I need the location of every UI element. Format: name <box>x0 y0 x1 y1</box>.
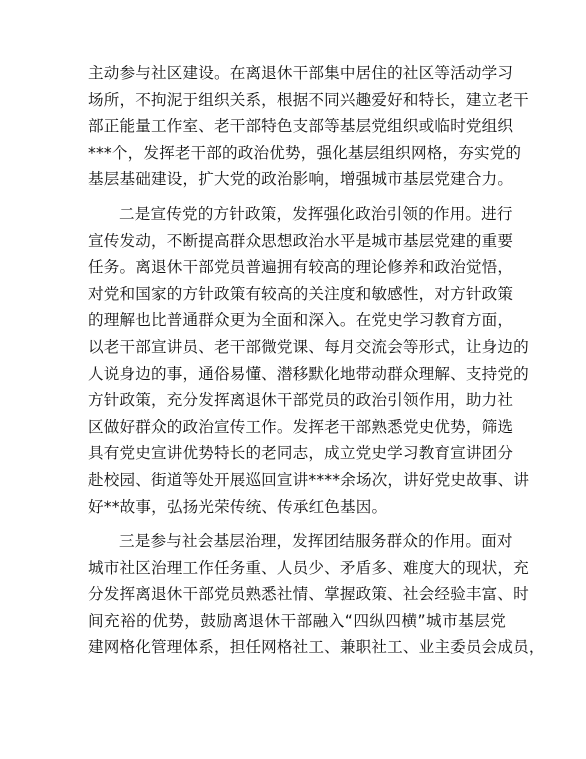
text-line: 对党和国家的方针政策有较高的关注度和敏感性，对方针政策 <box>88 284 514 303</box>
text-line: 好**故事，弘扬光荣传统、传承红色基因。 <box>88 497 388 516</box>
text-line: ***个，发挥老干部的政治优势，强化基层组织网格，夯实党的 <box>88 143 522 162</box>
text-line: 城市社区治理工作任务重、人员少、矛盾多、难度大的现状，充 <box>88 558 529 577</box>
paragraph-3 <box>88 528 545 661</box>
text-line: 赴校园、街道等处开展巡回宣讲****余场次，讲好党史故事、讲 <box>88 470 530 489</box>
text-line: 二是宣传党的方针政策，发挥强化政治引领的作用。进行 <box>119 204 513 223</box>
text-line: 宣传发动，不断提高群众思想政治水平是城市基层党建的重要 <box>88 231 514 250</box>
text-line: 间充裕的优势，鼓励离退休干部融入“四纵四横”城市基层党 <box>88 611 506 630</box>
text-line: 分发挥离退休干部党员熟悉社情、掌握政策、社会经验丰富、时 <box>88 585 529 604</box>
text-line: 基层基础建设，扩大党的政治影响，增强城市基层党建合力。 <box>88 170 514 189</box>
text-line: 具有党史宣讲优势特长的老同志，成立党史学习教育宣讲团分 <box>88 444 514 463</box>
text-line: 的理解也比普通群众更为全面和深入。在党史学习教育方面， <box>88 311 514 330</box>
text-line: 建网格化管理体系，担任网格社工、兼职社工、业主委员会成员， <box>88 638 545 657</box>
text-line: 人说身边的事，通俗易懂、潜移默化地带动群众理解、支持党的 <box>88 364 529 383</box>
text-line: 场所，不拘泥于组织关系，根据不同兴趣爱好和特长，建立老干 <box>88 90 529 109</box>
text-line: 三是参与社会基层治理，发挥团结服务群众的作用。面对 <box>119 532 513 551</box>
paragraph-1 <box>88 60 529 193</box>
text-line: 区做好群众的政治宣传工作。发挥老干部熟悉党史优势，筛选 <box>88 417 514 436</box>
text-line: 方针政策，充分发挥离退休干部党员的政治引领作用，助力社 <box>88 391 514 410</box>
text-line: 任务。离退休干部党员普遍拥有较高的理论修养和政治觉悟， <box>88 258 514 277</box>
text-line: 部正能量工作室、老干部特色支部等基层党组织或临时党组织 <box>88 117 514 136</box>
text-line: 主动参与社区建设。在离退休干部集中居住的社区等活动学习 <box>88 64 514 82</box>
paragraph-2 <box>88 201 530 520</box>
text-line: 以老干部宣讲员、老干部微党课、每月交流会等形式，让身边的 <box>88 337 529 356</box>
